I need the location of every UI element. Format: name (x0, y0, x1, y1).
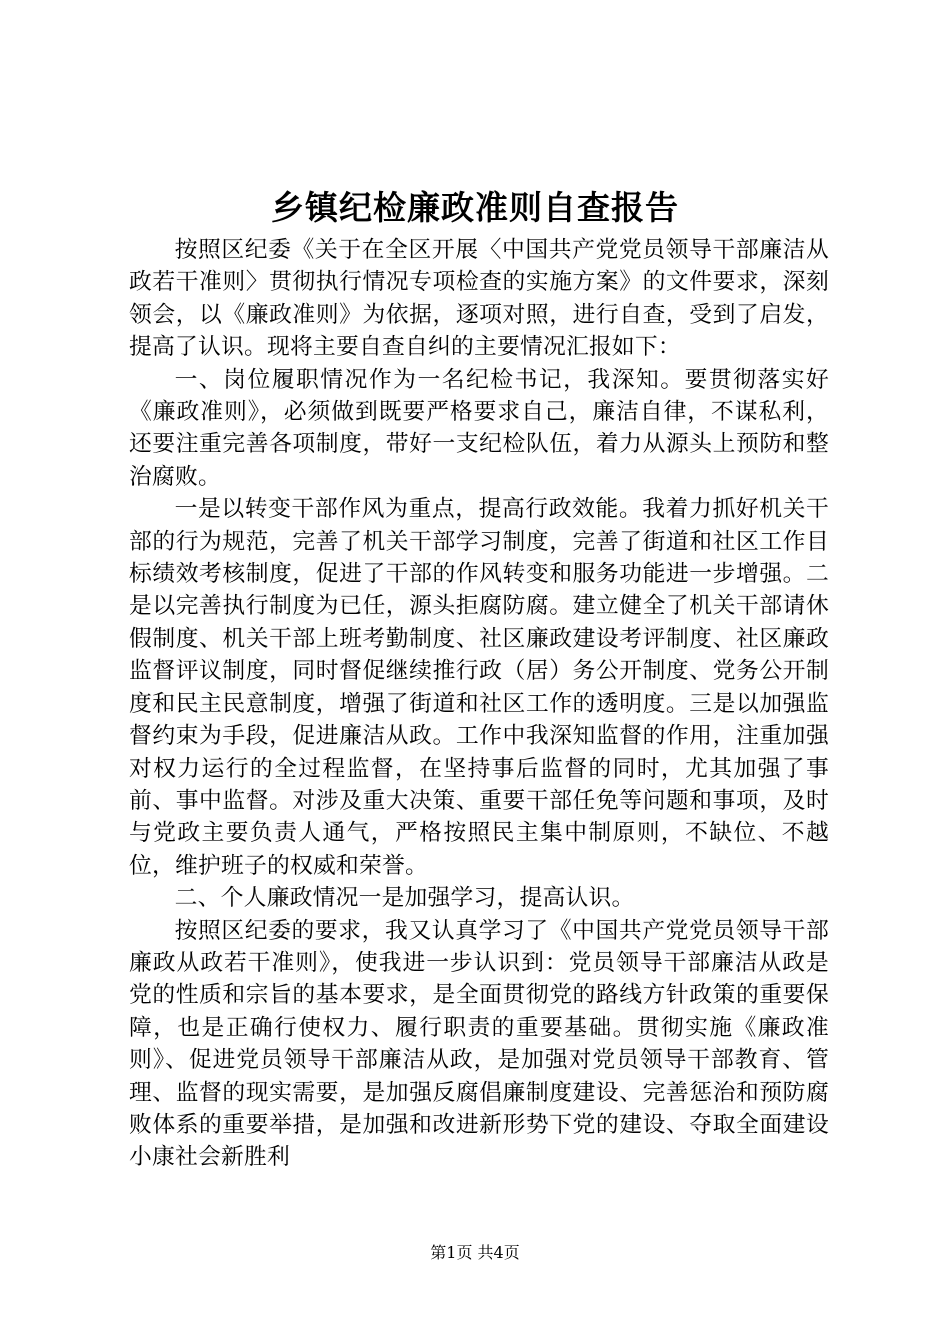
paragraph-section-one-details: 一是以转变干部作风为重点，提高行政效能。我着力抓好机关干部的行为规范，完善了机关干部学习制度，完善了街道和社区工作目标绩效考核制度，促进了干部的作风转变和服务功能进一步增强。二是以完善执行制度为已任，源头拒腐防腐。建立健全了机关干部请休假制度、机关干部上班考勤制度、社区廉政建设考评制度、社区廉政监督评议制度，同时督促继续推行政（居）务公开制度、党务公开制度和民主民意制度，增强了街道和社区工作的透明度。三是以加强监督约束为手段，促进廉洁从政。工作中我深知监督的作用，注重加强对权力运行的全过程监督，在坚持事后监督的同时，尤其加强了事前、事中监督。对涉及重大决策、重要干部任免等问题和事项，及时与党政主要负责人通气，严格按照民主集中制原则，不缺位、不越位，维护班子的权威和荣誉。 (129, 496, 829, 879)
document-body (129, 234, 829, 1174)
page-number-footer: 第1页 共4页 (430, 1243, 520, 1262)
paragraph-section-two: 二、个人廉政情况一是加强学习，提高认识。 (174, 885, 635, 912)
paragraph-section-one: 一、岗位履职情况作为一名纪检书记，我深知。要贯彻落实好《廉政准则》，必须做到既要严格要求自己，廉洁自律，不谋私利，还要注重完善各项制度，带好一支纪检队伍，着力从源头上预防和整治腐败。 (129, 366, 829, 490)
paragraph-intro: 按照区纪委《关于在全区开展〈中国共产党党员领导干部廉洁从政若干准则〉贯彻执行情况专项检查的实施方案》的文件要求，深刻领会，以《廉政准则》为依据，逐项对照，进行自查，受到了启发，提高了认识。现将主要自查自纠的主要情况汇报如下： (129, 237, 829, 361)
document-title: 乡镇纪检廉政准则自查报告 (271, 188, 679, 227)
paragraph-section-two-details: 按照区纪委的要求，我又认真学习了《中国共产党党员领导干部廉政从政若干准则》，使我进一步认识到：党员领导干部廉洁从政是党的性质和宗旨的基本要求，是全面贯彻党的路线方针政策的重要保障，也是正确行使权力、履行职责的重要基础。贯彻实施《廉政准则》、促进党员领导干部廉洁从政，是加强对党员领导干部教育、管理、监督的现实需要，是加强反腐倡廉制度建设、完善惩治和预防腐败体系的重要举措，是加强和改进新形势下党的建设、夺取全面建设小康社会新胜利 (129, 917, 829, 1171)
